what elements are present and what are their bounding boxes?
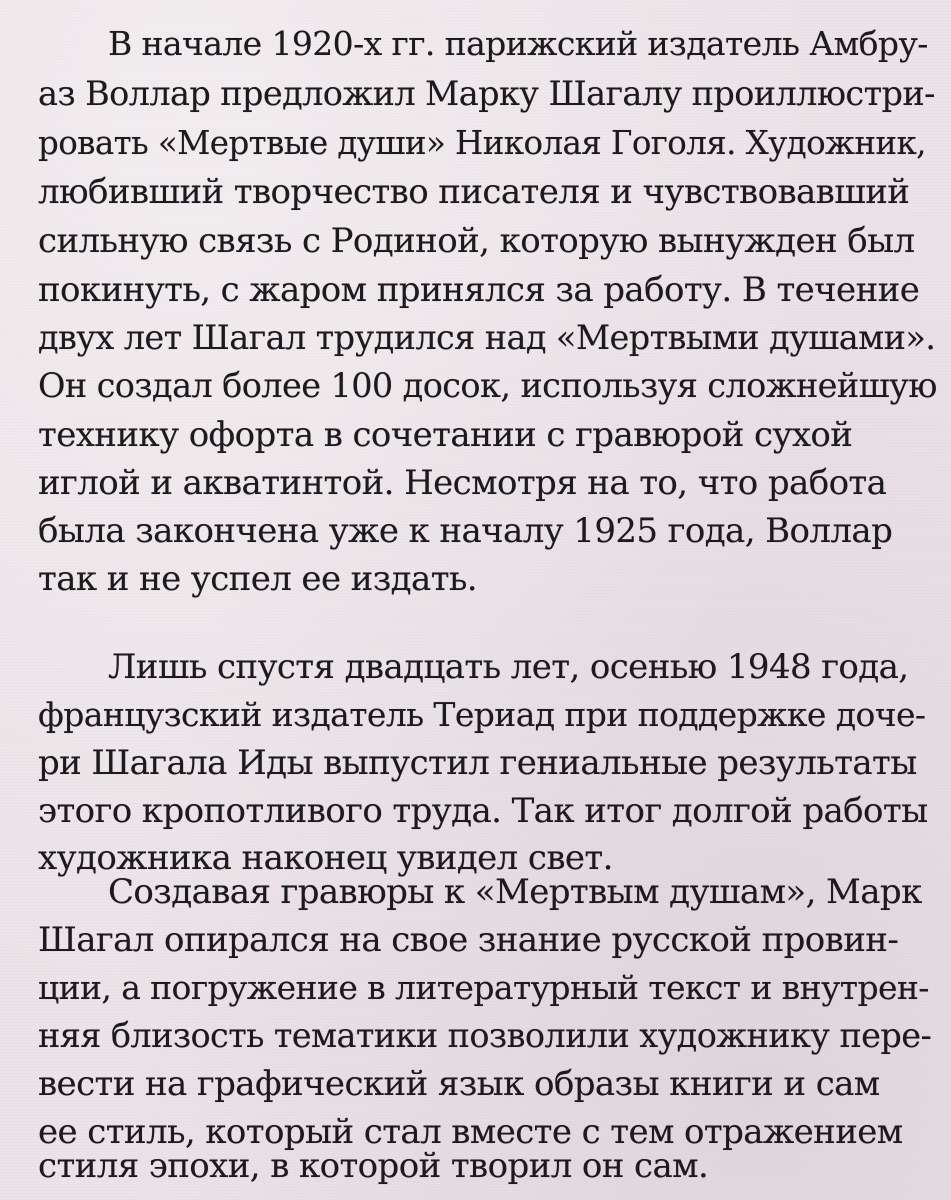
paragraph-line: Он создал более 100 досок, используя сложнейшую [38,366,937,405]
paragraph-line: ее стиль, который стал вместе с тем отражением [38,1112,903,1152]
paragraph-line: сильную связь с Родиной, которую вынужден был [38,221,915,261]
paragraph-line: так и не успел ее издать. [38,559,478,599]
paragraph-line: няя близость тематики позволили художнику пере- [38,1016,932,1055]
paragraph-line: ровать «Мертвые души» Николая Гоголя. Художник, [38,124,926,162]
paragraph-line: Лишь спустя двадцать лет, осенью 1948 года, [108,647,909,687]
paragraph-line: художника наконец увидел свет. [38,838,613,878]
paragraph-line: ри Шагала Иды выпустил гениальные результаты [38,743,917,783]
paragraph-line: французский издатель Териад при поддержке доче- [38,695,926,734]
paragraph-line: ции, а погружение в литературный текст и внутрен- [38,968,929,1007]
paragraph-line: покинуть, с жаром принялся за работу. В течение [38,270,920,310]
paragraph-line: аз Воллар предложил Марку Шагалу проиллюстри- [38,74,935,113]
paragraph-line: иглой и акватинтой. Несмотря на то, что работа [38,463,887,503]
paragraph-line: двух лет Шагал трудился над «Мертвыми душами». [38,318,936,357]
paragraph-line: стиля эпохи, в которой творил он сам. [38,1146,709,1186]
paragraph-line: этого кропотливого труда. Так итог долгой работы [38,791,928,831]
paragraph-line: В начале 1920-х гг. парижский издатель Амбру- [108,24,928,63]
paragraph-line: вести на графический язык образы книги и сам [38,1064,880,1104]
paragraph-line: была закончена уже к началу 1925 года, Воллар [38,511,893,551]
paragraph-line: Создавая гравюры к «Мертвым душам», Марк [108,872,922,912]
paragraph-line: Шагал опирался на свое знание русской провин- [38,920,899,960]
paragraph-line: технику офорта в сочетании с гравюрой сухой [38,415,853,455]
paragraph-line: любивший творчество писателя и чувствовавший [38,172,910,212]
